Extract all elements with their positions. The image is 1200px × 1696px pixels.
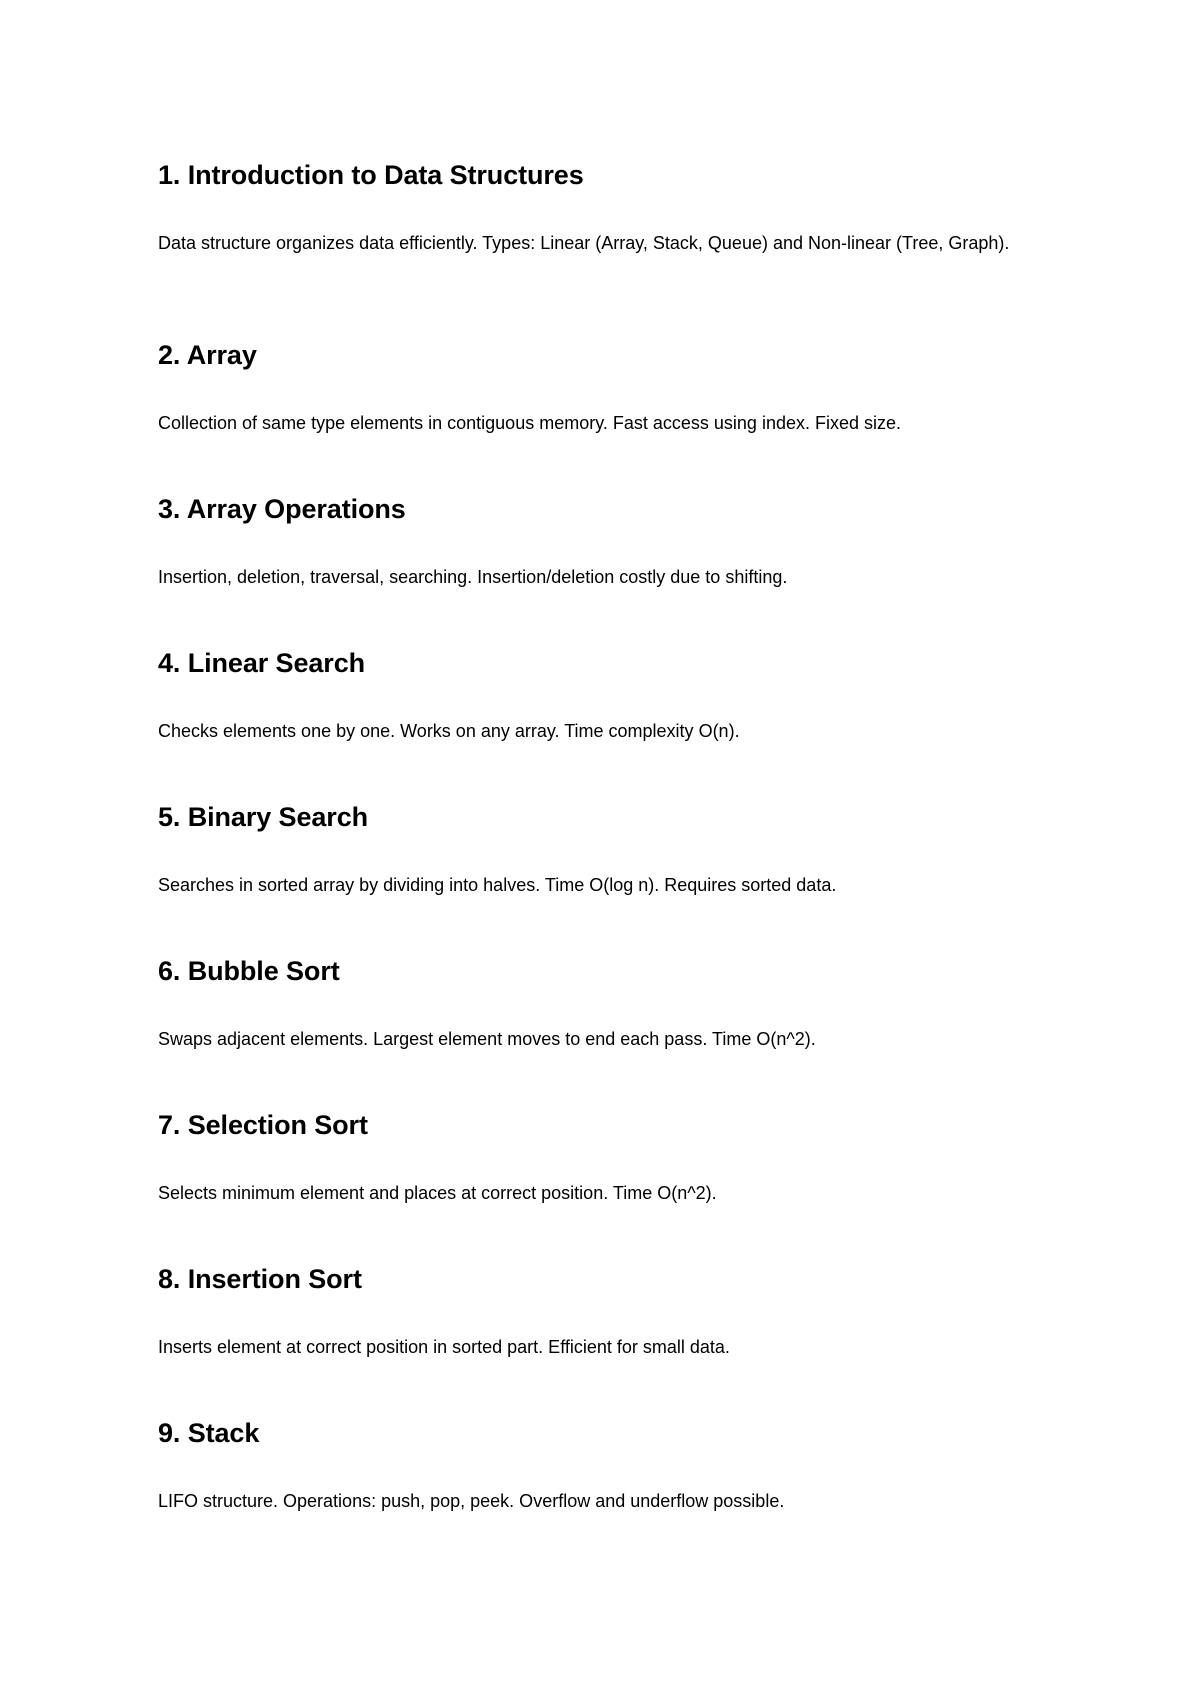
section-body: LIFO structure. Operations: push, pop, peek. Overflow and underflow possible. — [158, 1491, 785, 1511]
section-body: Data structure organizes data efficiently. Types: Linear (Array, Stack, Queue) and Non-linear (Tree, Graph). — [158, 233, 1010, 253]
section-selection-sort — [158, 1108, 1058, 1203]
section-body: Searches in sorted array by dividing into halves. Time O(log n). Requires sorted data. — [158, 875, 837, 895]
section-body: Swaps adjacent elements. Largest element moves to end each pass. Time O(n^2). — [158, 1029, 816, 1049]
section-introduction — [158, 158, 1058, 253]
section-body: Collection of same type elements in contiguous memory. Fast access using index. Fixed size. — [158, 413, 902, 433]
section-body: Insertion, deletion, traversal, searching. Insertion/deletion costly due to shifting. — [158, 567, 788, 587]
section-array-operations — [158, 492, 1058, 587]
section-body: Inserts element at correct position in sorted part. Efficient for small data. — [158, 1337, 730, 1357]
section-bubble-sort — [158, 954, 1058, 1049]
section-insertion-sort — [158, 1262, 1058, 1357]
section-heading: 7. Selection Sort — [158, 1110, 368, 1140]
section-heading: 4. Linear Search — [158, 648, 366, 678]
section-binary-search — [158, 800, 1058, 895]
section-body: Selects minimum element and places at correct position. Time O(n^2). — [158, 1183, 717, 1203]
section-heading: 9. Stack — [158, 1418, 260, 1448]
section-body: Checks elements one by one. Works on any array. Time complexity O(n). — [158, 721, 740, 741]
section-heading: 8. Insertion Sort — [158, 1264, 362, 1294]
section-linear-search — [158, 646, 1058, 741]
section-heading: 1. Introduction to Data Structures — [158, 160, 584, 190]
section-array — [158, 338, 1058, 433]
section-stack — [158, 1416, 1058, 1511]
section-heading: 6. Bubble Sort — [158, 956, 340, 986]
section-heading: 3. Array Operations — [158, 494, 406, 524]
section-heading: 2. Array — [158, 340, 257, 370]
section-heading: 5. Binary Search — [158, 802, 369, 832]
